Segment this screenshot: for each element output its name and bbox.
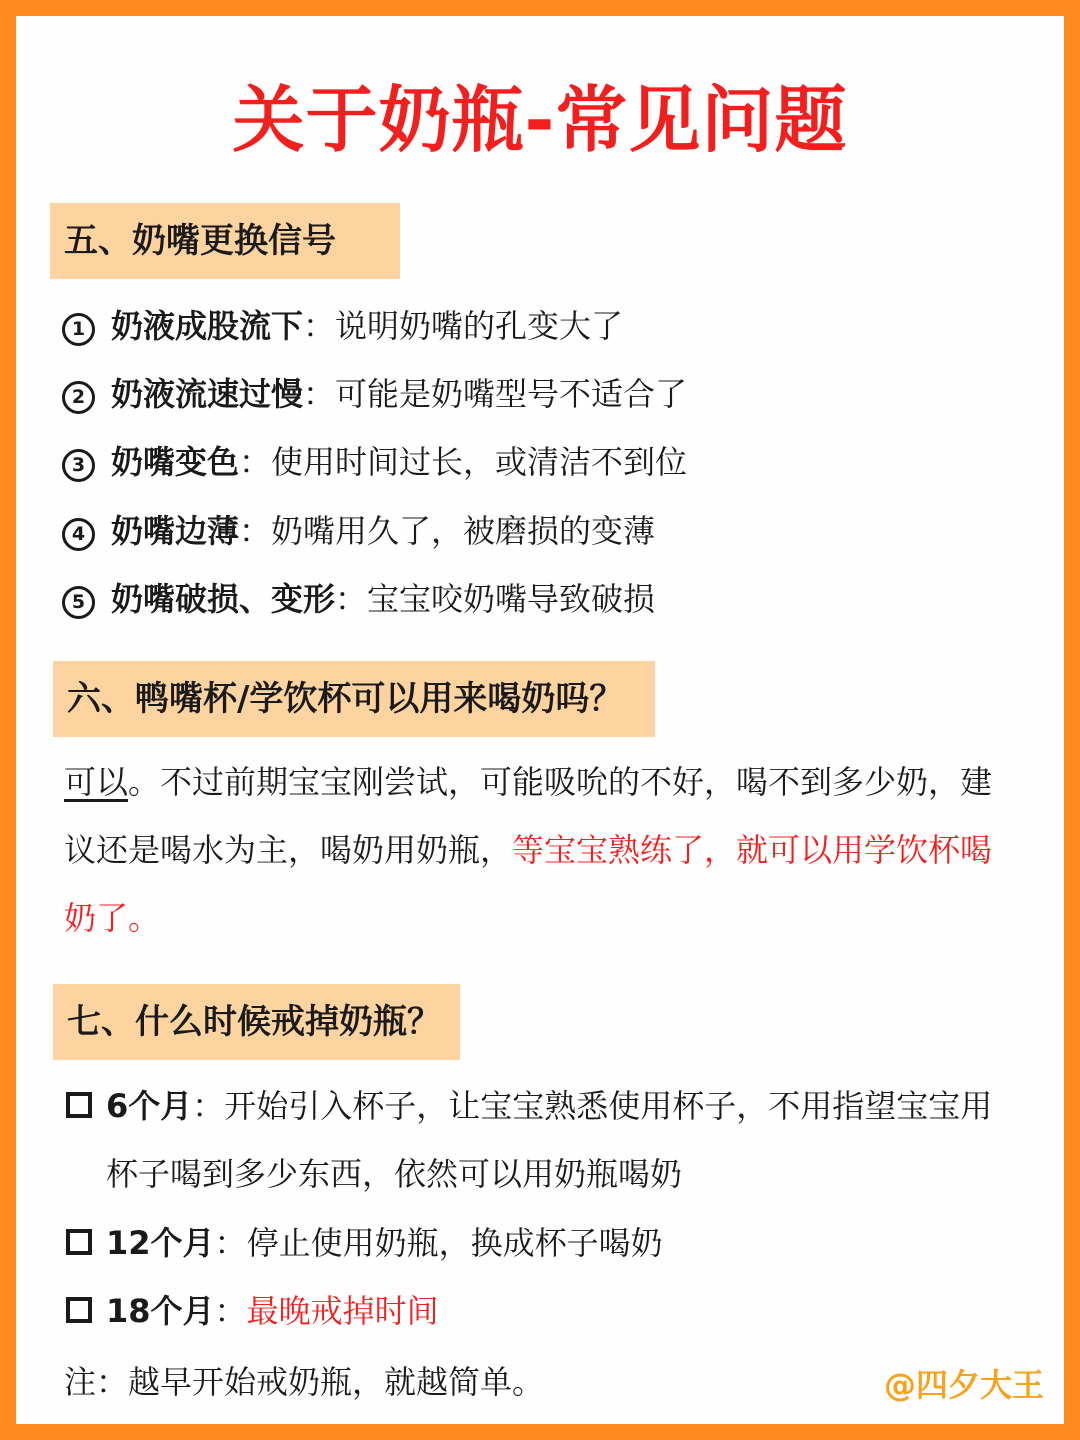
list-item (62, 575, 655, 623)
item-label: 奶嘴变色 (111, 443, 240, 481)
item-label: 奶嘴破损、变形 (111, 580, 336, 618)
circled-number: 2 (62, 381, 95, 414)
item-description: 可能是奶嘴型号不适合了 (335, 375, 688, 413)
list-item (62, 438, 687, 486)
item-separator: ： (303, 307, 336, 345)
item-description: 说明奶嘴的孔变大了 (335, 307, 624, 345)
item-label: 奶嘴边薄 (111, 512, 240, 550)
paragraph-line (64, 816, 1016, 884)
paragraph-text: 。不过前期宝宝刚尝试，可能吸吮的不好，喝不到多少奶，建 (128, 763, 993, 801)
item-separator: ： (214, 1224, 247, 1262)
item-separator: ： (239, 512, 272, 550)
item-label: 18个月 (106, 1292, 215, 1330)
item-separator: ： (192, 1087, 225, 1125)
highlight-text: 最晚戒掉时间 (246, 1292, 439, 1330)
list-item-continuation: 杯子喝到多少东西，依然可以用奶瓶喝奶 (106, 1155, 683, 1193)
list-item (62, 507, 655, 555)
item-label: 12个月 (106, 1224, 215, 1262)
section-heading-5: 五、奶嘴更换信号 (50, 203, 400, 279)
item-separator: ： (239, 443, 272, 481)
item-separator: ： (335, 580, 368, 618)
paragraph-line (64, 884, 1016, 952)
checkbox-icon (66, 1297, 92, 1323)
answer-lead: 可以 (64, 763, 129, 801)
item-description: 奶嘴用久了，被磨损的变薄 (271, 512, 656, 550)
item-description: 使用时间过长，或清洁不到位 (271, 443, 688, 481)
item-description: 宝宝咬奶嘴导致破损 (367, 580, 656, 618)
item-label: 6个月 (106, 1087, 193, 1125)
footnote: 注：越早开始戒奶瓶，就越简单。 (64, 1363, 545, 1401)
item-description: 开始引入杯子，让宝宝熟悉使用杯子，不用指望宝宝用 (224, 1087, 993, 1125)
section-heading-7: 七、什么时候戒掉奶瓶？ (53, 984, 460, 1060)
list-item (62, 370, 687, 418)
item-label: 奶液流速过慢 (111, 375, 304, 413)
author-watermark: @四夕大王 (883, 1366, 1044, 1404)
list-item (66, 1277, 439, 1345)
section-heading-6: 六、鸭嘴杯/学饮杯可以用来喝奶吗？ (53, 661, 655, 737)
circled-number: 4 (62, 518, 95, 551)
item-separator: ： (303, 375, 336, 413)
checkbox-icon (66, 1229, 92, 1255)
paragraph-line (64, 748, 1016, 816)
page-title: 关于奶瓶-常见问题 (232, 78, 848, 162)
circled-number: 1 (62, 313, 95, 346)
answer-paragraph (64, 748, 1016, 952)
item-separator: ： (214, 1292, 247, 1330)
circled-number: 3 (62, 449, 95, 482)
list-item (62, 302, 623, 350)
circled-number: 5 (62, 586, 95, 619)
highlight-text: 等宝宝熟练了，就可以用学饮杯喝 (512, 831, 993, 869)
item-label: 奶液成股流下 (111, 307, 304, 345)
paragraph-text: 议还是喝水为主，喝奶用奶瓶， (64, 831, 513, 869)
list-item (66, 1209, 663, 1277)
checkbox-icon (66, 1092, 92, 1118)
item-description: 停止使用奶瓶，换成杯子喝奶 (246, 1224, 663, 1262)
list-item (66, 1072, 992, 1140)
highlight-text: 奶了。 (64, 899, 161, 937)
